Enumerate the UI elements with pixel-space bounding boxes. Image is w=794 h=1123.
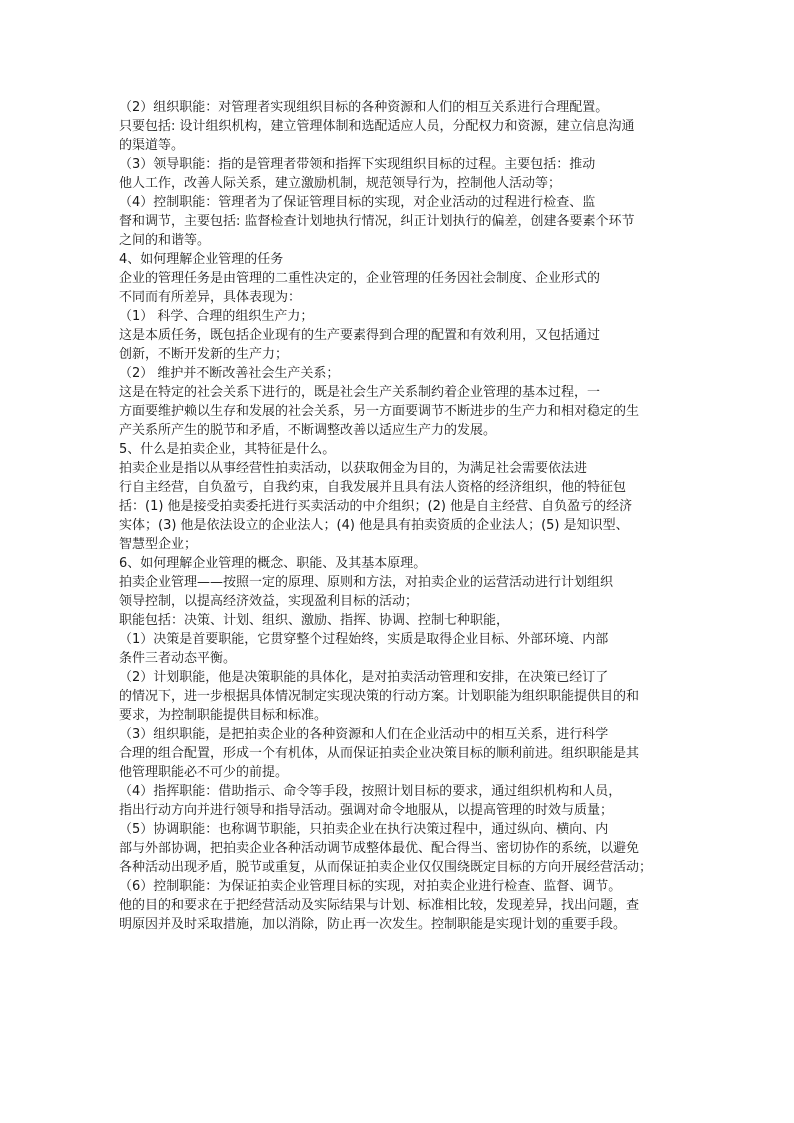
text-line: （6）控制职能：为保证拍卖企业管理目标的实现，对拍卖企业进行检查、监督、调节。: [119, 879, 622, 894]
text-line: 拍卖企业管理——按照一定的原理、原则和方法，对拍卖企业的运营活动进行计划组织: [119, 575, 614, 590]
document-body: [119, 98, 679, 934]
text-line: 6、如何理解企业管理的概念、职能、及其基本原理。: [119, 556, 427, 571]
text-line: 领导控制，以提高经济效益，实现盈利目标的活动；: [119, 594, 419, 609]
text-line: 各种活动出现矛盾，脱节或重复，从而保证拍卖企业仅仅围绕既定目标的方向开展经营活动；: [119, 860, 653, 875]
text-line: 这是在特定的社会关系下进行的，既是社会生产关系制约着企业管理的基本过程，一: [119, 385, 601, 400]
text-line: （2） 维护并不断改善社会生产关系；: [119, 366, 340, 381]
text-line: 4、如何理解企业管理的任务: [119, 252, 284, 267]
text-line: 实体；(3) 他是依法设立的企业法人；(4) 他是具有拍卖资质的企业法人；(5) 是知识型、: [119, 518, 629, 533]
text-line: 部与外部协调，把拍卖企业各种活动调节成整体最优、配合得当、密切协作的系统，以避免: [119, 841, 640, 856]
text-line: 只要包括: 设计组织机构，建立管理体制和选配适应人员，分配权力和资源，建立信息沟通: [119, 119, 635, 134]
text-line: 他人工作，改善人际关系，建立激励机制，规范领导行为，控制他人活动等；: [119, 176, 562, 191]
text-line: 要求，为控制职能提供目标和标准。: [119, 708, 328, 723]
text-line: 方面要维护赖以生存和发展的社会关系，另一方面要调节不断进步的生产力和相对稳定的生: [119, 404, 640, 419]
text-line: （2）计划职能，他是决策职能的具体化，是对拍卖活动管理和安排，在决策已经订了: [119, 670, 609, 685]
text-line: 他管理职能必不可少的前提。: [119, 765, 289, 780]
text-line: （4）指挥职能：借助指示、命令等手段，按照计划目标的要求，通过组织机构和人员，: [119, 784, 622, 799]
text-line: 指出行动方向并进行领导和指导活动。强调对命令地服从，以提高管理的时效与质量；: [119, 803, 614, 818]
text-line: 合理的组合配置，形成一个有机体，从而保证拍卖企业决策目标的顺利前进。组织职能是其: [119, 746, 640, 761]
text-line: 的情况下，进一步根据具体情况制定实现决策的行动方案。计划职能为组织职能提供目的和: [119, 689, 640, 704]
text-line: 他的目的和要求在于把经营活动及实际结果与计划、标准相比较，发现差异，找出问题，查: [119, 898, 640, 913]
text-line: （4）控制职能：管理者为了保证管理目标的实现，对企业活动的过程进行检查、监: [119, 195, 596, 210]
text-line: （2）组织职能：对管理者实现组织目标的各种资源和人们的相互关系进行合理配置。: [119, 100, 609, 115]
text-line: 拍卖企业是指以从事经营性拍卖活动，以获取佣金为目的，为满足社会需要依法进: [119, 461, 588, 476]
text-line: 的渠道等。: [119, 138, 185, 153]
text-line: （3）领导职能：指的是管理者带领和指挥下实现组织目标的过程。主要包括：推动: [119, 157, 596, 172]
text-line: （5）协调职能：也称调节职能，只拍卖企业在执行决策过程中，通过纵向、横向、内: [119, 822, 609, 837]
text-line: 督和调节，主要包括: 监督检查计划地执行情况，纠正计划执行的偏差，创建各要素个环节: [119, 214, 635, 229]
text-line: 条件三者动态平衡。: [119, 651, 237, 666]
text-line: 括：(1) 他是接受拍卖委托进行买卖活动的中介组织；(2) 他是自主经营、自负盈亏的经济: [119, 499, 633, 514]
text-line: （1）决策是首要职能，它贯穿整个过程始终，实质是取得企业目标、外部环境、内部: [119, 632, 609, 647]
text-line: 不同而有所差异，具体表现为：: [119, 290, 302, 305]
text-line: 之间的和谐等。: [119, 233, 211, 248]
text-line: 企业的管理任务是由管理的二重性决定的，企业管理的任务因社会制度、企业形式的: [119, 271, 601, 286]
text-line: 创新，不断开发新的生产力；: [119, 347, 289, 362]
text-line: 5、什么是拍卖企业，其特征是什么。: [119, 442, 336, 457]
text-line: 明原因并及时采取措施，加以消除，防止再一次发生。控制职能是实现计划的重要手段。: [119, 917, 627, 932]
text-line: （3）组织职能，是把拍卖企业的各种资源和人们在企业活动中的相互关系，进行科学: [119, 727, 609, 742]
text-line: 产关系所产生的脱节和矛盾，不断调整改善以适应生产力的发展。: [119, 423, 497, 438]
text-line: 职能包括：决策、计划、组织、激励、指挥、协调、控制七种职能，: [119, 613, 510, 628]
text-line: 这是本质任务，既包括企业现有的生产要素得到合理的配置和有效利用，又包括通过: [119, 328, 601, 343]
text-line: 智慧型企业；: [119, 537, 198, 552]
text-line: （1） 科学、合理的组织生产力；: [119, 309, 314, 324]
text-line: 行自主经营，自负盈亏，自我约束，自我发展并且具有法人资格的经济组织，他的特征包: [119, 480, 627, 495]
